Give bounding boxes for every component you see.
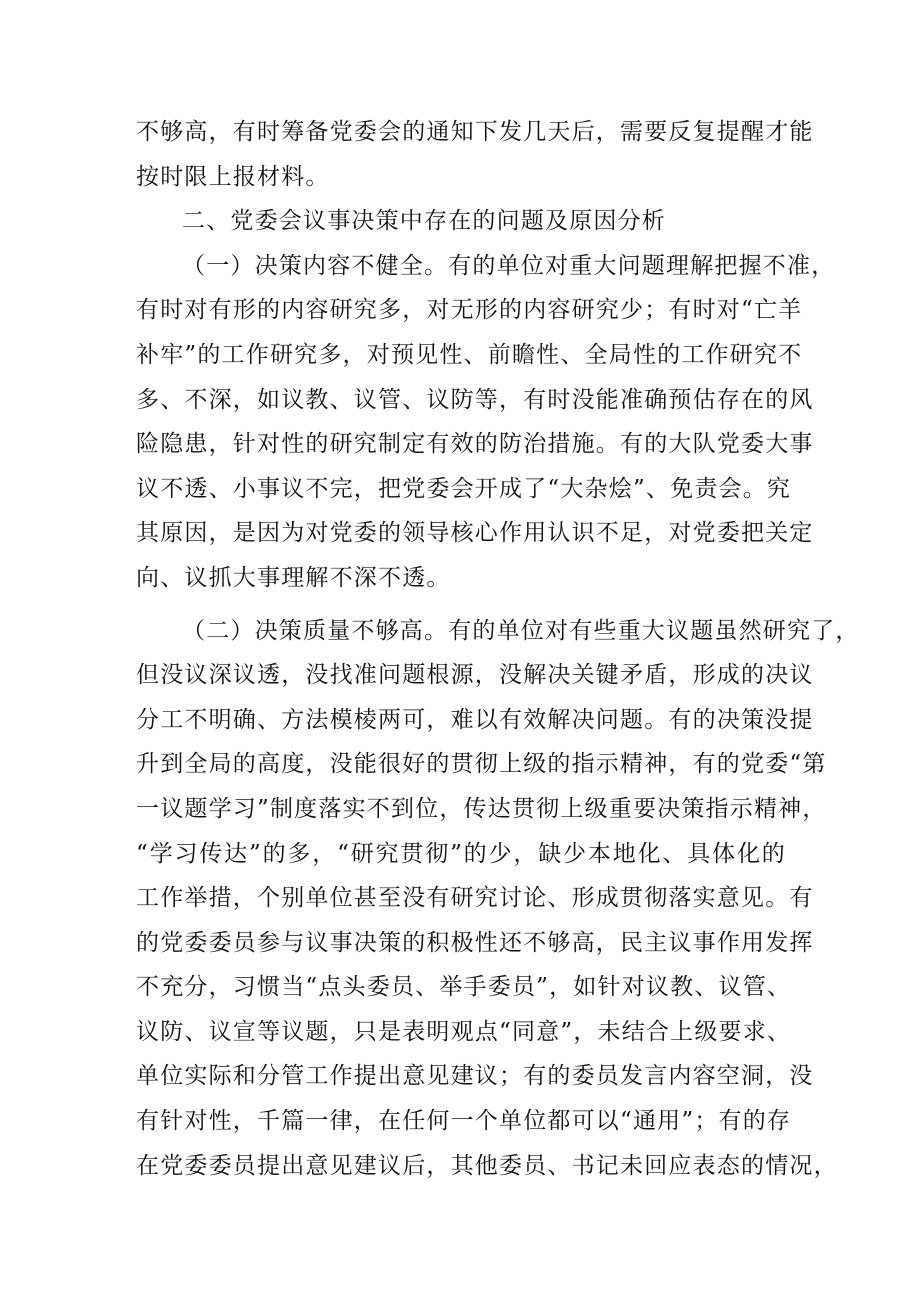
text-line: 有时对有形的内容研究多，对无形的内容研究少；有时对“亡羊 bbox=[136, 297, 803, 324]
text-line: 升到全局的高度，没能很好的贯彻上级的指示精神，有的党委“第 bbox=[136, 751, 827, 778]
text-line: （一）决策内容不健全。有的单位对重大问题理解把握不准， bbox=[182, 252, 836, 279]
text-line: 向、议抓大事理解不深不透。 bbox=[136, 564, 451, 591]
text-line: 按时限上报材料。 bbox=[136, 163, 330, 190]
paragraph-decision-content bbox=[136, 244, 836, 601]
text-line: 工作举措，个别单位甚至没有研究讨论、形成贯彻落实意见。有 bbox=[136, 885, 814, 912]
paragraph-continuation bbox=[136, 110, 814, 199]
text-line: 但没议深议透，没找准问题根源，没解决关键矛盾，形成的决议 bbox=[136, 662, 814, 689]
text-line: 险隐患，针对性的研究制定有效的防治措施。有的大队党委大事 bbox=[136, 431, 814, 458]
text-line: 议不透、小事议不完，把党委会开成了“大杂烩”、免责会。究 bbox=[136, 475, 792, 502]
paragraph-spacer bbox=[136, 601, 786, 609]
document-body bbox=[136, 110, 860, 1188]
paragraph-decision-quality bbox=[136, 609, 860, 1189]
text-line: 补牢”的工作研究多，对预见性、前瞻性、全局性的工作研究不 bbox=[136, 341, 803, 368]
section-heading: 二、党委会议事决策中存在的问题及原因分析 bbox=[182, 208, 666, 235]
text-line: （二）决策质量不够高。有的单位对有些重大议题虽然研究了， bbox=[182, 617, 860, 644]
text-line: 议防、议宣等议题，只是表明观点“同意”，未结合上级要求、 bbox=[136, 1018, 792, 1045]
text-line: 分工不明确、方法模棱两可，难以有效解决问题。有的决策没提 bbox=[136, 706, 814, 733]
text-line: 有针对性，千篇一律，在任何一个单位都可以“通用”；有的存 bbox=[136, 1108, 792, 1135]
text-line: 不够高，有时筹备党委会的通知下发几天后，需要反复提醒才能 bbox=[136, 119, 814, 145]
text-line: 的党委委员参与议事决策的积极性还不够高，民主议事作用发挥 bbox=[136, 929, 814, 956]
text-line: 多、不深，如议教、议管、议防等，有时没能准确预估存在的风 bbox=[136, 386, 814, 413]
text-line: 不充分，习惯当“点头委员、举手委员”，如针对议教、议管、 bbox=[136, 974, 792, 1001]
text-line: 其原因，是因为对党委的领导核心作用认识不足，对党委把关定 bbox=[136, 520, 814, 547]
text-line: 一议题学习”制度落实不到位，传达贯彻上级重要决策指示精神， bbox=[136, 795, 827, 822]
text-line: 单位实际和分管工作提出意见建议；有的委员发言内容空洞，没 bbox=[136, 1063, 814, 1090]
text-line: “学习传达”的多，“研究贯彻”的少，缺少本地化、具体化的 bbox=[136, 840, 786, 867]
text-line: 在党委委员提出意见建议后，其他委员、书记未回应表态的情况， bbox=[136, 1152, 838, 1179]
